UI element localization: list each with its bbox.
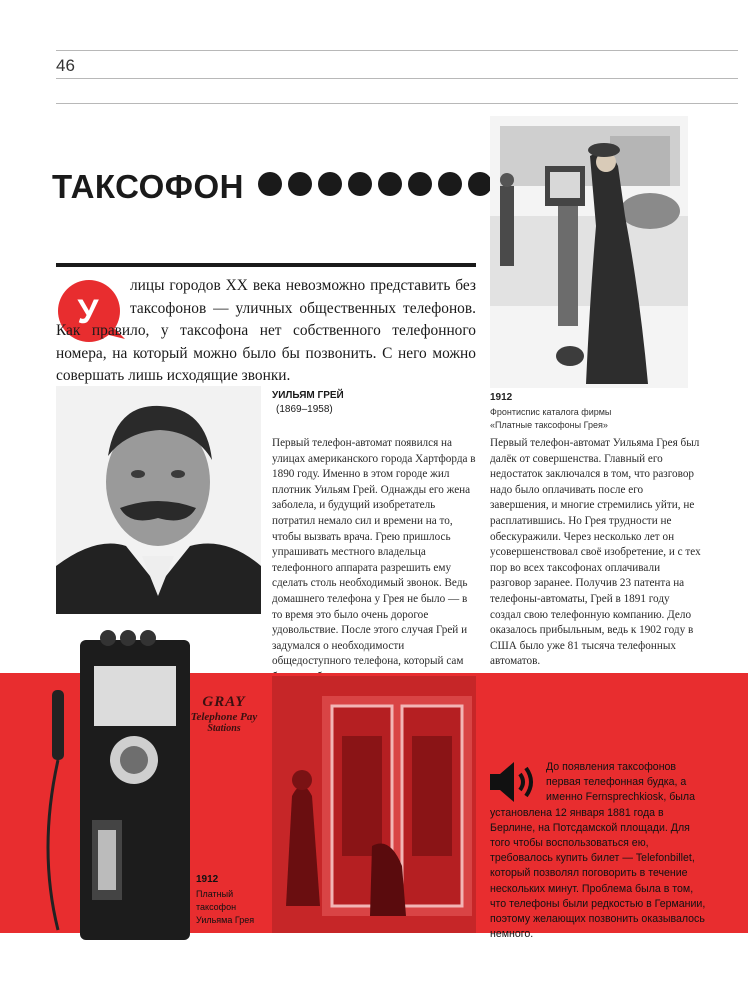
- payphone-caption: Платный таксофон Уильяма Грея: [196, 889, 255, 925]
- dropcap-letter: У: [77, 293, 99, 331]
- portrait-years: (1869–1958): [276, 404, 333, 415]
- sign-line1: Telephone Pay: [190, 711, 258, 723]
- payphone-year: 1912: [196, 874, 219, 885]
- body-column-right: Первый телефон-автомат Уильяма Грея был далёк от совершенства. Главный его недостаток заключался в том, что разговор надо было оплачивать после его завершения, и многие стремились уйти, не расплатившись. Но Грея трудности не обескуражили. Через несколько лет он усовершенствовал своё изобретение, и с тех пор во всех таксофонах оплачивали разговор заранее. Получив 23 патента на телефоны-автоматы, Грей в 1891 году создал свою телефонную компанию. Дело оказалось прибыльным, ведь к 1902 году в США было уже 81 тысяча телефонных автоматов.: [490, 437, 701, 668]
- body-column-left: Первый телефон-автомат появился на улицах американского города Хартфорда в 1890 году. Именно в этом городе жил плотник Уильям Грей. Однажды его жена заболела, и будущий изобретатель потратил немало сил и времени на то, чтобы вызвать врача. Грею пришлось упрашивать местного владельца телефонного аппарата разрешить ему сделать столь необходимый звонок. Ведь домашнего телефона у Грея не было — в то время это было очень дорогое удовольствие. После этого случая Грей и задумался о необходимости общедоступного телефона, который сам: [272, 437, 476, 668]
- header-rule-bottom: [56, 103, 738, 104]
- portrait-william-gray: [56, 386, 261, 614]
- page-number: 46: [56, 56, 75, 75]
- intro-paragraph: [56, 275, 476, 388]
- title-underline: [56, 263, 476, 267]
- top-photo-year: 1912: [490, 392, 513, 403]
- illustration-gray-payphone: [28, 630, 194, 950]
- header-rule-top: [56, 50, 738, 51]
- portrait-name: УИЛЬЯМ ГРЕЙ: [272, 390, 344, 401]
- header-rule-middle: [56, 78, 738, 79]
- page-title: ТАКСОФОН: [52, 168, 244, 205]
- sidebar-note-text: До появления таксофонов первая телефонная будка, а именно Fernsprechkiosk, была установлена 12 января 1881 года в Берлине, на Потсдамской площади. Для того чтобы воспользоваться ею, требовалось купить билет — Telefonbillet, который позволял поговорить в течение нескольких минут. Проблема была в том, что телефоны были редкостью в Германии, поэтому желающих позвонить оказывалось немного.: [490, 761, 706, 941]
- sign-brand: GRAY: [202, 694, 246, 710]
- title-dots: [258, 172, 492, 196]
- illustration-woman-at-payphone: [490, 116, 688, 388]
- intro-text: лицы городов XX века невозможно представить без таксофонов — уличных общественных телефонов. Как правило, у таксофона нет собственного телефонного номера, на который можно было бы позвонить. С него можно совершать лишь исходящие звонки.: [56, 277, 476, 384]
- sidebar-note: [490, 760, 708, 942]
- illustration-phone-booths: [272, 676, 476, 933]
- sign-line2: Stations: [207, 723, 241, 734]
- top-photo-caption: Фронтиспис каталога фирмы «Платные таксофоны Грея»: [490, 407, 612, 430]
